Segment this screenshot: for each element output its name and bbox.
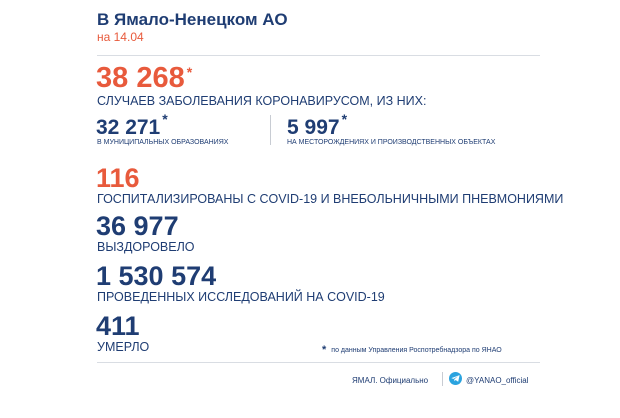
report-date: на 14.04 [97,30,144,44]
stats-divider [270,115,271,145]
field-cases-number: 5 997 [287,116,340,139]
field-cases-caption: НА МЕСТОРОЖДЕНИЯХ И ПРОИЗВОДСТВЕННЫХ ОБЪЕКТАХ [287,139,496,146]
total-cases-number: 38 268 [96,62,185,94]
footnote-star: * [322,344,327,356]
source-footnote [322,343,502,355]
total-cases-caption: СЛУЧАЕВ ЗАБОЛЕВАНИЯ КОРОНАВИРУСОМ, ИЗ НИХ: [97,94,427,108]
footnote-text: по данным Управления Роспотребнадзора по ЯНАО [331,347,502,354]
bottom-divider [97,362,540,363]
deaths-value: 411 [96,311,140,341]
recovered-value: 36 977 [96,211,179,241]
total-cases-value [96,64,192,93]
field-cases-star: * [341,111,348,127]
municipal-cases-star: * [162,111,168,127]
tests-caption: ПРОВЕДЕННЫХ ИССЛЕДОВАНИЙ НА COVID-19 [97,290,385,304]
brand-label: ЯМАЛ. Официально [352,376,429,385]
telegram-channel-link[interactable]: @YANAO_official [466,376,529,385]
footer-divider [442,372,443,386]
hospitalized-value: 116 [96,163,140,193]
page-title: В Ямало-Ненецком АО [97,10,288,29]
top-divider [97,55,540,56]
hospitalized-caption: ГОСПИТАЛИЗИРОВАНЫ С COVID-19 И ВНЕБОЛЬНИЧНЫМИ ПНЕВМОНИЯМИ [97,192,564,206]
total-cases-star: * [186,64,193,80]
deaths-caption: УМЕРЛО [97,340,150,354]
municipal-cases-value [96,111,168,139]
field-cases-value [287,111,348,139]
municipal-cases-number: 32 271 [96,116,161,139]
municipal-cases-caption: В МУНИЦИПАЛЬНЫХ ОБРАЗОВАНИЯХ [97,139,229,146]
tests-value: 1 530 574 [96,261,217,291]
recovered-caption: ВЫЗДОРОВЕЛО [97,240,195,254]
telegram-plane-glyph [451,375,460,382]
telegram-icon[interactable] [449,372,462,385]
